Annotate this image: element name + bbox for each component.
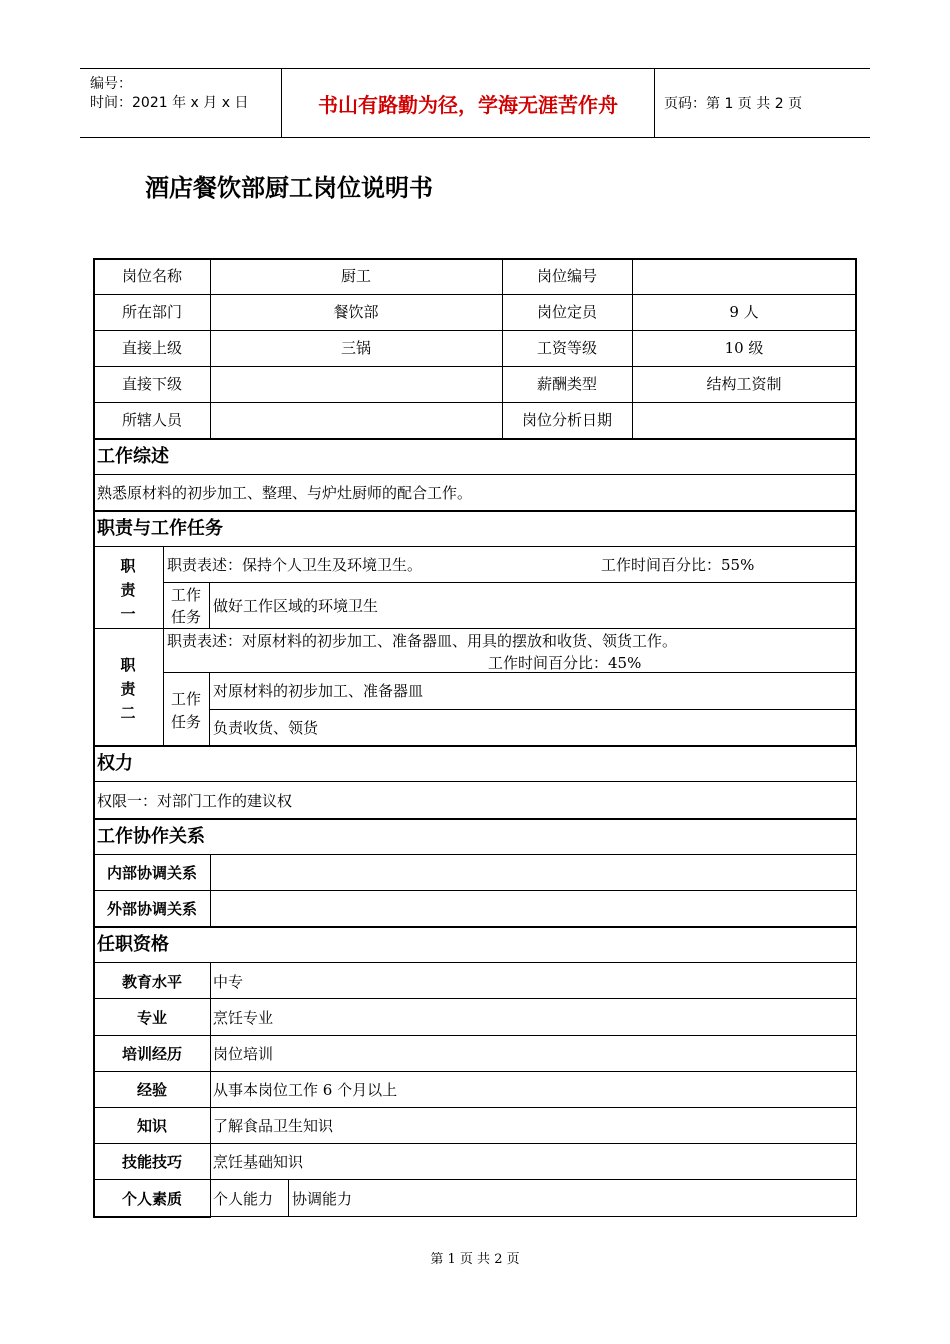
label-position-name: 岗位名称 [121,267,183,285]
rule [163,582,857,583]
duty2-char: 职 [120,656,136,674]
label-education: 教育水平 [121,973,183,991]
duty2-task-label-2: 任务 [171,713,202,731]
duty1-description: 职责表述：保持个人卫生及环境卫生。 [167,556,423,574]
value-experience: 从事本岗位工作 6 个月以上 [213,1081,398,1099]
page-footer: 第 1 页 共 2 页 [430,1252,520,1267]
job-description-form [93,258,857,1218]
summary-text: 熟悉原材料的初步加工、整理、与炉灶厨师的配合工作。 [97,484,473,502]
label-major: 专业 [136,1009,168,1027]
label-experience: 经验 [136,1081,168,1099]
label-internal-relations: 内部协调关系 [106,864,198,882]
rule [93,890,857,891]
rule [93,294,857,295]
label-salary-grade: 工资等级 [536,339,598,357]
rule [93,926,857,928]
authority-text: 权限一：对部门工作的建议权 [97,792,293,810]
value-major: 烹饪专业 [213,1009,274,1027]
label-staff: 所辖人员 [121,411,183,429]
rule [93,818,857,820]
value-training: 岗位培训 [213,1045,274,1063]
value-pay-type: 结构工资制 [706,375,782,393]
personal-ability-value: 协调能力 [292,1190,353,1208]
rule [211,1216,857,1217]
page-info: 页码：第 1 页 共 2 页 [664,96,803,112]
rule [209,672,210,746]
header-meta [80,69,281,137]
value-department: 餐饮部 [333,303,379,321]
rule [93,258,95,1218]
rule [93,745,857,747]
rule [93,510,857,512]
duty1-time-percent: 工作时间百分比：55% [601,556,755,574]
value-headcount: 9 人 [729,303,759,321]
value-knowledge: 了解食品卫生知识 [213,1117,334,1135]
rule [163,672,857,673]
label-external-relations: 外部协调关系 [106,900,198,918]
duty2-task-label-1: 工作 [171,690,202,708]
rule [93,781,857,782]
duty1-char: 责 [120,581,136,599]
rule [288,1179,289,1217]
label-analysis-date: 岗位分析日期 [521,411,613,429]
rule [210,962,211,1217]
rule [93,438,857,440]
label-knowledge: 知识 [136,1117,168,1135]
page-header [80,68,870,138]
duty2-label [118,653,138,725]
rule [209,709,857,710]
rule [163,546,164,746]
duty1-label [118,554,138,626]
rule [93,1035,857,1036]
rule [855,258,857,747]
duty2-task: 对原材料的初步加工、准备器皿 [213,682,424,700]
duty1-char: 职 [120,557,136,575]
header-motto: 书山有路勤为径，学海无涯苦作舟 [281,69,655,137]
label-position-code: 岗位编号 [536,267,598,285]
label-subordinate: 直接下级 [121,375,183,393]
rule [856,747,857,1217]
section-heading-qualifications: 任职资格 [97,934,169,955]
duty1-task-label-1: 工作 [171,586,202,604]
rule [93,998,857,999]
section-heading-duties: 职责与工作任务 [97,518,223,539]
rule [93,1143,857,1144]
duty2-char: 责 [120,680,136,698]
rule [93,402,857,403]
duty1-task: 做好工作区域的环境卫生 [213,597,379,615]
label-training: 培训经历 [121,1045,183,1063]
value-education: 中专 [213,973,244,991]
value-supervisor: 三锅 [340,339,372,357]
rule [93,474,857,475]
duty2-time-percent: 工作时间百分比：45% [488,654,642,672]
rule [93,962,857,963]
duty2-task: 负责收货、领货 [213,719,319,737]
rule [210,854,211,926]
rule [93,330,857,331]
rule [93,1071,857,1072]
duty1-task-label-2: 任务 [171,608,202,626]
section-heading-relations: 工作协作关系 [97,826,205,847]
section-heading-summary: 工作综述 [97,446,169,467]
label-department: 所在部门 [121,303,183,321]
duty1-char: 一 [120,605,136,623]
rule [210,258,211,439]
rule [502,258,503,439]
personal-ability-label: 个人能力 [213,1190,274,1208]
rule [93,258,857,260]
rule [93,1179,857,1180]
duty2-description: 职责表述：对原材料的初步加工、准备器皿、用具的摆放和收货、领货工作。 [167,632,678,650]
rule [93,366,857,367]
value-skills: 烹饪基础知识 [213,1153,304,1171]
rule [93,854,857,855]
label-pay-type: 薪酬类型 [536,375,598,393]
rule [93,546,857,547]
time-label: 时间：2021 年 x 月 x 日 [90,95,249,111]
rule [93,1107,857,1108]
document-title: 酒店餐饮部厨工岗位说明书 [145,173,433,202]
section-heading-authority: 权力 [97,753,133,774]
rule [93,628,857,629]
label-supervisor: 直接上级 [121,339,183,357]
rule [209,582,210,628]
rule [632,258,633,439]
label-headcount: 岗位定员 [536,303,598,321]
value-position-name: 厨工 [340,267,372,285]
serial-label: 编号： [90,76,132,92]
rule [93,1216,211,1218]
value-salary-grade: 10 级 [724,339,764,357]
label-skills: 技能技巧 [121,1153,183,1171]
label-personal-qualities: 个人素质 [121,1190,183,1208]
duty2-char: 二 [120,704,136,722]
